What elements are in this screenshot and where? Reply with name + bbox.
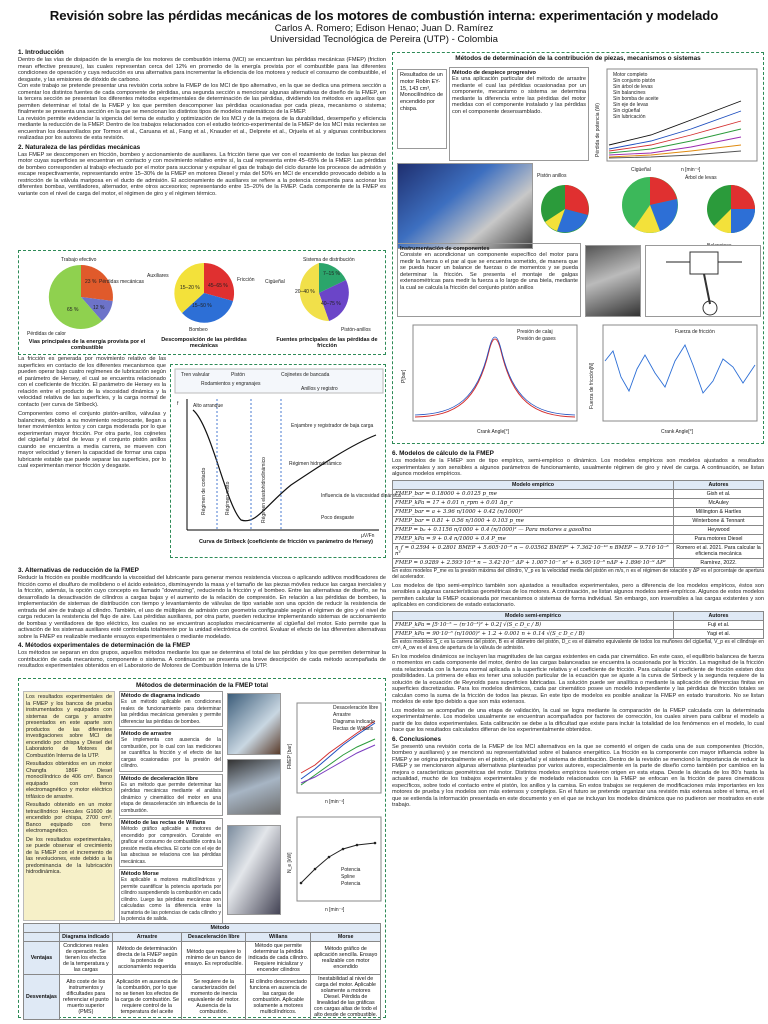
models-section — [392, 448, 764, 1024]
pressure-xlabel: Crank Angle[°] — [477, 429, 510, 435]
stribeck-top-1: Tren valvular — [181, 372, 210, 378]
legend-item: Sin cigüeñal — [613, 108, 641, 114]
model-formula: FMEP_kPa = 17 + 0.01 n_rpm + 0.01 Δp_r — [393, 498, 674, 507]
component-methods-heading: Métodos de determinación de la contribución de piezas, mecanismos o sistemas — [455, 55, 701, 62]
col-morse: Morse — [311, 933, 381, 942]
fmep-vs-speed-chart — [285, 699, 383, 809]
results-sidebar — [23, 691, 115, 921]
stribeck-regime-4: Régimen hidrodinámico — [289, 461, 342, 467]
power-chart-ylabel: N_e [kW] — [287, 852, 293, 873]
stribeck-regime-3: Régimen elastohidrodinámico — [261, 457, 267, 523]
cell: Alto coste de los instrumentos y dificultades para referenciar el punto muerto superior (PMS) — [59, 975, 112, 1020]
total-fmep-methods-box — [18, 678, 386, 1018]
legend-4: Rectas de Willans — [333, 726, 374, 732]
method-c-title: Método de deceleración libre — [121, 775, 199, 782]
stribeck-top-4: Rodamientos y engranajes — [201, 381, 261, 387]
pie3-label-3: Pistón-anillos — [341, 327, 371, 333]
cylinder-pressure-chart — [397, 321, 581, 439]
validation-paragraph: Los modelos se acompañan de una etapa de validación, la cual se logra mediante la comparación de la FMEP calculada con la determinada experimentalmente. Los modelos usualmente se encuentran acompañados por factores de corrección, los cuales sirven para calibrar el modelo a partir de los datos experimentales. Esta calibración se debe a la dificultad que existe para incluir la totalidad de los fenómenos en el modelo, lo cual hace que los resultados calculados difieran de los experimentalmente obtenidos. — [392, 707, 764, 733]
method-d-title: Método de las rectas de Willans — [121, 820, 206, 826]
engine-teardown-photo — [397, 163, 533, 249]
section-6-heading: 6. Modelos de cálculo de la FMEP — [392, 450, 494, 457]
col-motoring: Arrastre — [112, 933, 182, 942]
conrod-diagram — [645, 245, 761, 317]
section-3-4 — [18, 565, 386, 675]
component-methods-box — [392, 52, 764, 444]
pie2-caption: Descomposición de las pérdidas mecánicas — [161, 337, 247, 350]
col-indicated: Diagrama indicado — [59, 933, 112, 942]
th-authors: Autores — [674, 480, 764, 489]
col-deceleration: Desaceleración libre — [182, 933, 246, 942]
cell: El cilindro desconectado funciona en ausencia de las cargas de combustión. Aplicable solamente a motores multicilíndricos. — [246, 975, 311, 1020]
stribeck-top-2: Pistón — [231, 372, 245, 378]
results-text-3: Resultado obtenido en un motor tetracilíndrico Hercules G1600 de encendido por chispa, 2700 cm³. Banco equipado con freno electromagnético. — [26, 802, 112, 834]
instrumentation-box — [397, 243, 581, 317]
stribeck-caption: Curva de Stribeck (coeficiente de fricción vs parámetro de Hersey) — [199, 539, 373, 545]
power-loss-ylabel: Pérdida de potencia (W) — [595, 103, 601, 157]
model-author: Gish et al. — [674, 489, 764, 498]
pie3-value-1: 7–15 % — [323, 271, 340, 277]
cell: Condiciones reales de operación. Se tienen los efectos de la temperatura y las cargas — [59, 942, 112, 975]
method-b-text: Se implementa con ausencia de la combustión, por lo cual con las mediciones se cuantifica la fricción y el efecto de las cargas ocasionadas por la presión del cilindro. — [121, 737, 221, 769]
dynamic-models-paragraph: En los modelos dinámicos se incluyen las magnitudes de las cargas existentes en cada par cinemático. En este caso, el equilibrio balancea de fuerza o momentos en cada componente del motor, dentro de las cargas balanceadas se encuentra la ocasionada por la fricción. La magnitud de la fricción esta relacionada con la fuerza normal aplicada a la superficie relativa y el coeficiente de fricción. Para calcular el coeficiente de fricción existen dos posibilidades. La primera de ellas es tener una solución particular de la ecuación que se ajuste a la curva de Stribeck y la segunda requiere de la solución de la ecuación de Reynolds para superficies lubricadas. La solución puede ser analítica o mediante la aplicación de diferencias finitas en superficies discretizadas. Para los modelos dinámicos, cada par cinemático posee un modelo independiente y las pérdidas de fricción totales se calculan como la suma de la fricción de todos las piezas. En este tipo de modelos es posible analizar la FMEP en estado transitorio. No se listan modelos de este tipo debido a que son más extensos. — [392, 653, 764, 705]
power-chart-xlabel: n [min⁻¹] — [325, 907, 345, 913]
conrod-photo — [585, 245, 641, 317]
stribeck-svg — [171, 365, 401, 559]
legend-2: Arrastre — [333, 712, 351, 718]
progressive-teardown-title: Método de despiece progresivo — [452, 70, 536, 76]
row-advantages: Ventajas — [24, 942, 60, 975]
pressure-ylabel: P[bar] — [401, 369, 407, 383]
model-formula: η_f = 0.2594 + 0.2801 BMEP + 5.605·10⁻⁶ n − 0.03562 BMEP² + 7.362·10⁻¹⁰ n BMEP − 9.716·10⁻⁸ n² — [393, 543, 674, 558]
model-author: Romero et al. 2021. Para calcular la eficiencia mecánica — [674, 543, 764, 558]
pie1-caption: Vías principales de la energía provista por el combustible — [28, 339, 146, 352]
legend-power-3: Potencia — [341, 881, 361, 887]
section-intro — [18, 47, 386, 254]
pie2-value-2: 45–65 % — [208, 283, 228, 289]
semi-empirical-table — [392, 611, 764, 639]
pie1-label-1: Trabajo efectivo — [61, 257, 97, 263]
cell: Método gráfico de aplicación sencilla. Ensayo realizable con motor encendido — [311, 942, 381, 975]
methods-comparison-table — [23, 923, 381, 1020]
alternatives-paragraph: Reducir la fricción es posible modificando la viscosidad del lubricante para generar menos resistencia viscosa o aplicando aditivos modificadores de fricción como el disulfuro de molibdeno o el ácido esteárico, disminuyendo la masa y el tamaño de las piezas móviles reduce las cargas inerciales y la fricción, además, la opción cuyo concepto es llamado “downsizing”, reduciendo la fricción y el bombeo. Entre las alternativas de diseño, se ha desarrollado la desactivación de cilindros a cargas bajas y el aumento de la relación de compresión. En relación a las pérdidas de bombeo, la implementación de sistemas de distribución con tiempo y levantamiento de válvulas de tipo variable son una opción de reducir la resistencia de entrada del aire de trabajo al cilindro. También, el uso de múltiples de admisión con geometría configurable según el régimen de giro y el nivel de carga reducen la resistencia del flujo de aire. Las pérdidas auxiliares, por otra parte, pueden reducirse implementando sistemas de accionamiento de bombas y ventiladores de tipo eléctrico, los cuales no se encuentran acoplados mecánicamente al cigüeñal del motor. Esto permite que la activación de los sistemas auxiliares esté controlada totalmente por la unidad electrónica de control. Evaluar el efecto de las diferentes alternativas sobre la FMEP es realizable mediante ensayos experimentales o mediante modelado. — [18, 575, 386, 640]
cell: Método que requiere lo mínimo de un banco de ensayo. Es reproducible. — [182, 942, 246, 975]
stribeck-note-1: Alto arranque — [193, 403, 224, 409]
poster-institution: Universidad Tecnológica de Pereira (UTP) - Colombia — [269, 34, 499, 45]
poster-authors: Carlos A. Romero; Edison Henao; Juan D. Ramírez — [274, 23, 494, 34]
stribeck-xlabel: μV/Fn — [361, 533, 375, 539]
col-willans: Willans — [246, 933, 311, 942]
method-a-title: Método de diagrama indicado — [121, 693, 200, 699]
stribeck-regime-2: Régimen mixto — [225, 481, 231, 515]
legend-item: Sin árbol de levas — [613, 84, 653, 90]
power-vs-speed-chart — [285, 813, 383, 917]
model-formula: FMEP_kPa = 9 + 0.4 n/1000 + 0.4 P_me — [393, 534, 674, 543]
stribeck-top-3: Cojinetes de bancada — [281, 372, 330, 378]
pie2-label-3: Bombeo — [189, 327, 208, 333]
conrod-diagram-svg — [646, 246, 762, 318]
model-note: Para motores a gasolina — [525, 526, 592, 533]
results-text-2: Resultados obtenidos en un motor Changfa 186F Diesel monocilíndrico de 406 cm³. Banco equipado con freno electromagnético y motor eléctrico trifásico de arrastre. — [26, 761, 112, 800]
pie-figures-box — [18, 250, 386, 355]
empirical-models-table: Modelo empírico Autores FMEP_bar = 0.18000 + 0.0125 p_me Gish et al. FMEP_kPa = 17 + 0.01 n_rpm + 0.01 Δp_r McAuley FMEP_bar = a + 3.96 n/1000 + 0.42 (n/1000)² Millington & Hartles FMEP_bar = 0.81 + 0.56 n/1000 + 0.103 p_me Winterbone & Tennant FMEP = b₀ + 0.1156 n/1000 + 0.4 (n/1000)² — Para motores a gasolina Heywood FMEP_kPa = 9 + 0.4 n/1000 + 0.4 P_me Para motores Diesel η_f = 0.2594 + 0.2801 BMEP + 5.605·10⁻⁶ n − 0.03562 BMEP² + 7.362·10⁻¹⁰ n BMEP − 9.716·10⁻⁸ n² Romero et al. 2021. Para calcular la eficiencia mecánica FMEP = 0.9289 + 2.593·10⁻⁴ n − 3.42·10⁻⁷ ΔP + 1.007·10⁻⁷ n² + 6.305·10⁻⁸ nΔP + 1.896·10⁻⁹ ΔP² Ramírez, 2022. — [392, 480, 764, 568]
model-author: Ramírez, 2022. — [674, 558, 764, 567]
models-intro: Los modelos de la FMEP son de tipo empírico, semi-empírico o dinámico. Los modelos empíricos son modelos ajustados a resultados experimentales y son sensibles a algunos parámetros de funcionamiento, usualmente régimen de giro y nivel de carga. A continuación, se listan algunos modelos empíricos. — [392, 458, 764, 477]
pie-label: Pistón anillos — [537, 173, 567, 179]
empirical-note: En estos modelos P_me es la presión máxima del cilindro, V_p es la velocidad media del pistón en m/s, n es el régimen de rotación y ΔP es el porcentaje de apertura del acelerador. — [392, 567, 764, 580]
stribeck-regime-1: Régimen de contacto — [201, 467, 207, 515]
power-loss-xlabel: n [min⁻¹] — [681, 167, 701, 173]
legend-item: Sin eje de levas — [613, 102, 649, 108]
pie2-value-1: 15–20 % — [180, 285, 200, 291]
section-4-heading: 4. Métodos experimentales de determinación de la FMEP — [18, 642, 191, 649]
nature-paragraph-1: Las FMEP se descomponen en fricción, bombeo y accionamiento de auxiliares. La fricción tiene que ver con el rozamiento de todas las piezas del motor cuyas superficies se encuentran en contacto y con movimiento relativo entre sí, la cual representa entre 45–65% de la FMEP. Las pérdidas de bombeo corresponden al trabajo efectuado por el motor para succionar y expulsar el gas de trabajo del ciclo durante los procesos de admisión y escape respectivamente, representando entre 15–30% de la FMEP en motores Diesel y más del 50% en MCI de encendido provocado debido a la restricción de la válvula mariposa en el ducto de admisión. El accionamiento de auxiliares se refiere a la potencia consumida para accionar los diferentes bombas, ventiladores, alternador, entre otros accesorios; representando entre 15–20% de la FMEP. Cada componente de la FMEP es variante con el nivel de carga del motor, el régimen de giro y el régimen térmico. — [18, 151, 386, 197]
engine-photo-2 — [227, 759, 281, 815]
friction-paragraph-1: La fricción es generada por movimiento relativo de las superficies en contacto de los diferentes mecanismos que pueden operar bajo cuatro regímenes de lubricación según el parámetro de Hersey, el cual se encuentra relacionado con el coeficiente de fricción. El parámetro de Hersey es la relación entre el producto de la viscosidad dinámica y la velocidad relativa de las superficies, y la carga normal de contacto (ver curva de Stribeck). — [18, 356, 166, 408]
engine-photo-3 — [227, 825, 281, 915]
model-formula: FMEP = b₀ + 0.1156 n/1000 + 0.4 (n/1000)² — [395, 526, 517, 533]
model-author: Fuji et al. — [674, 620, 764, 629]
friction-paragraph-2: Componentes como el conjunto pistón-anillos, válvulas y balancines, debido a su movimiento reciprocante, llegan a tener movimientos lentos y con carga moderada por lo que experimentan mayor fricción. Por otra parte, los cojinetes del cigüeñal y árbol de levas y el conjunto pistón anillos cuando se encuentra a media carrera, se mueven con mayor velocidad y tienen la capacidad de formar una capa lubricante estable que puede separar las superficies, por lo cual experimentan menor fricción y desgaste. — [18, 411, 166, 469]
methods-paragraph: Los métodos se separan en dos grupos, aquellos métodos mediante los que se determina el total de las pérdidas y los que permiten determinar la contribución de cada mecanismo, componente o sistema. A continuación se presenta una breve descripción de cada método acompañada de resultados experimentales obtenidos en el Laboratorio de Motores de Combustión Interna de la UTP. — [18, 650, 386, 669]
th-authors: Autores — [674, 611, 764, 620]
pie1-label-3: Pérdidas de calor — [27, 331, 66, 337]
pie1-value-3: 65 % — [67, 307, 79, 313]
robin-engine-note: Resultados de un motor Robin EY-15, 143 cm³, Monocilíndrico de encendido por chispa. — [397, 69, 447, 149]
cell: Se requiere de la caracterización del momento de inercia equivalente del motor. Ausencia de la combustión. — [182, 975, 246, 1020]
method-c-text: Es un método que permite determinar las pérdidas mecánicas mediante el análisis dinámico y cinemático del motor en una etapa de desaceleración sin influencia de la combustión. — [121, 781, 221, 814]
model-author: Winterbone & Tennant — [674, 516, 764, 525]
model-formula: FMEP = 0.9289 + 2.593·10⁻⁴ n − 3.42·10⁻⁷ ΔP + 1.007·10⁻⁷ n² + 6.305·10⁻⁸ nΔP + 1.896·10⁻⁹ ΔP² — [393, 558, 674, 567]
stribeck-note-2: Enjambre y registrador de baja carga — [291, 423, 374, 429]
legend-item: Motor completo — [613, 72, 648, 78]
instrumentation-text: Consiste en acondicionar un componente específico del motor para medir la fuerza o el par al que se encuentra sometido, de manera que se pueda hacer un balance de fuerzas o de momentos y se pueda determinar la fricción. Se presenta el montaje de galgas extensométricas para medir la fuerza a lo largo de una biela, mediante la cual se calcula la fricción del conjunto pistón anillos — [400, 252, 578, 291]
poster-header — [0, 0, 768, 50]
legend-item: Sin conjunto pistón — [613, 78, 656, 84]
power-loss-chart — [591, 65, 761, 175]
section-2-heading: 2. Naturaleza de las pérdidas mecánicas — [18, 143, 141, 151]
engine-photo-1 — [227, 693, 281, 755]
pie3-caption: Fuentes principales de las pérdidas de fricción — [276, 337, 378, 350]
cell: Método que permite determinar la pérdida indicada de cada cilindro. Requiere inicializar y encender cilindros — [246, 942, 311, 975]
pie3-value-2: 20–40 % — [295, 289, 315, 295]
method-d-text: Método gráfico aplicable a motores de encendido por compresión. Consiste en graficar el consumo de combustible contra la presión media efectiva. El corte con el eje de las abscisas se relaciona con las pérdidas mecánicas. — [121, 826, 221, 865]
stribeck-note-3: Influencia de la viscosidad dinámica — [321, 493, 401, 499]
force-legend: Fuerza de fricción — [675, 329, 715, 335]
model-author: Yagi et al. — [674, 629, 764, 638]
model-author: Millington & Hartles — [674, 507, 764, 516]
pressure-legend-2: Presión de gases — [517, 336, 556, 342]
cell: Aplicación en ausencia de la combustión, por lo que no se tienen los efectos de la carga de combustión. Se requiere control de la temperatura del aceite — [112, 975, 182, 1020]
progressive-teardown-box — [449, 67, 589, 161]
th-model: Modelo empírico — [393, 480, 674, 489]
intro-paragraph-2: Con este trabajo se pretende presentar una revisión corta sobre la FMEP de los MCI de tipo alternativo, en la que se dedica una primera sección a comentar los distintos fuentes de cada componente de pérdidas, una segunda sección a mencionar algunas alternativas de diseño de la FMEP, en la tercera sección se presentan los diferentes métodos experimentales de determinación de las pérdidas, dividiendo los métodos en aquellos que permiten determinar el total de la FMEP y los que permiten descomponer las pérdidas ocasionadas por cada pieza, mecanismo o sistema; finalmente se presenta una sección en la que se mencionan los distintos tipos de modelos matemáticos de la FMEP. — [18, 83, 386, 115]
legend-3: Diagrama indicado — [333, 719, 375, 725]
cell: Inestabilidad al nivel de carga del motor. Aplicable solamente a motores Diesel. Pérdida de linealidad de las gráficas con cargas altas de todo el alto desde de combustible. — [311, 975, 381, 1020]
pie-label: Árbol de levas — [685, 175, 717, 181]
cell: Método de determinación directa de la FMEP según la potencia de accionamiento requerida — [112, 942, 182, 975]
conclusions-heading: 6. Conclusiones — [392, 735, 442, 743]
pie1-label-2: Pérdidas mecánicas — [99, 279, 145, 285]
legend-power-1: Potencia — [341, 867, 361, 873]
conclusions-paragraph: Se presentó una revisión corta de la FMEP de los MCI alternativos en la que se comentó el origen de cada una de sus componentes (fricción, bombeo y auxiliares) y se mencionó su representatividad sobre el balance energético. La fricción es la componente con mayor influencia sobre la FMEP y se origina principalmente en el pistón, el cigüeñal y el sistema de distribución. Dentro de la revisión se mencionó la importancia de reducir la FMEP y se mencionaron algunas alternativas planteadas por varios autores, especialmente en la parte de diseño como también por cambios en la mejora o características geométricas del motor. Distintos modelos empíricos tuvieron origen en esta etapa. Desde la década de los 80’s hasta la actualidad, mucho de los trabajos experimentales y de modelado relacionados con la FMEP se enfocan en la fricción de pares cinemáticos específicos, sobre todo el contacto entre el pistón, los anillos y la camisa. En estos trabajos se requieren de modificaciones más importantes en los motores de prueba y los modelos son más extensos y complejos. En el futuro se pretende organizar una revisión más extensa sobre el tema, en el que se extienda la información presentada en este documento y en el que se incluyan los modelos dinámicos que no pudieron ser mostrados en este trabajo. — [392, 743, 764, 808]
results-text-1: Los resultados experimentales de la FMEP y los bancos de prueba instrumentados y equipados con sistemas de carga y arrastre presentados en este aparte son productos de las diferentes investigaciones sobre MCI de encendido por chispa y Diesel del Laboratorio de Motores de Combustión Interna de la UTP. — [26, 694, 112, 759]
pie-label: Cigüeñal — [631, 167, 651, 173]
method-e-title: Método Morse — [121, 871, 159, 877]
model-author: Para motores Diesel — [674, 534, 764, 543]
pie3-value-3: 40–75 % — [321, 301, 341, 307]
model-formula: FMEP_bar = 0.18000 + 0.0125 p_me — [393, 489, 674, 498]
stribeck-top-5: Anillos y registro — [301, 386, 338, 392]
row-disadvantages: Desventajas — [24, 975, 60, 1020]
stribeck-note-4: Poco desgaste — [321, 515, 355, 521]
force-xlabel: Crank Angle[°] — [661, 429, 694, 435]
pie1-value-2: 12 % — [93, 305, 105, 311]
method-e-text: Es aplicable a motores multicilíndricos y permite cuantificar la potencia aportada por cilindro suspendiendo la combustión en cada cilindro. Luego las pérdidas mecánicas son calculadas como la diferencia entre la sumatoria de las potencias de cada cilindro y la potencia de salida. — [121, 877, 221, 922]
stribeck-ylabel: f — [177, 401, 179, 407]
friction-force-chart — [585, 321, 761, 439]
intro-paragraph-3: La revisión permite evidenciar la vigencia del tema de estudio y optimización de los MCI y de la mejora de la durabilidad, desempeño y eficiencia mediante la reducción de la FMEP. Dentro de los trabajos relacionados con el estudio teórico-experimental de la FMEP de los MCI más recientes se encuentran los desarrollados por Tormos et al., Caruana et al., Fang et al., Knauder et al., Delprete et al., Orjuela et al. y algunas contribuciones realizadas por los autores de esta revisión. — [18, 115, 386, 141]
method-a-text: Es un método aplicable en condiciones reales de funcionamiento para determinar las pérdidas mecánicas generales y permite diferenciar las pérdidas de bombeo. — [121, 699, 221, 725]
pressure-legend-1: Presión de calaj — [517, 329, 553, 335]
poster-title: Revisión sobre las pérdidas mecánicas de los motores de combustión interna: experimentación y modelado — [49, 8, 719, 23]
pie3-label-2: Cigüeñal — [265, 279, 285, 285]
fmep-chart-ylabel: FMEP [bar] — [287, 743, 293, 769]
semi-empirical-paragraph: Los modelos de tipo semi-empírico también son ajustados a resultados experimentales, pero a diferencia de los modelos empíricos, éstos son sensibles a algunas características geométricas de los motores. A continuación, se listan algunos modelos semi-empíricos. Algunos de estos modelos permiten calcular la FMEP ocasionada por mecanismos o sistemas de forma individual. Sin embargo, son insensibles a las cargas existentes y son aplicables en condiciones de estado estacionario. — [392, 582, 764, 608]
pie2-label-2: Fricción — [237, 277, 255, 283]
model-author: Heywood — [674, 525, 764, 534]
table-caption: Método — [59, 924, 380, 933]
model-formula: FMEP_bar = 0.81 + 0.56 n/1000 + 0.103 p_me — [393, 516, 674, 525]
method-descriptions — [119, 691, 223, 922]
legend-item: Sin bomba de aceite — [613, 96, 659, 102]
th-model: Modelo semi-empírico — [393, 611, 674, 620]
model-formula: FMEP_kPa = 90·10⁻⁶ (n/1000)² + 1.2 + 0.001 n + 0.14 √(S_c D_c / B) — [393, 629, 674, 638]
section-1-heading: 1. Introducción — [18, 49, 64, 56]
instrumentation-title: Instrumentación de componentes — [400, 246, 490, 252]
stribeck-figure — [170, 364, 401, 558]
model-formula: FMEP_bar = a + 3.96 n/1000 + 0.42 (n/1000)² — [393, 507, 674, 516]
legend-item: Sin lubricación — [613, 114, 646, 120]
legend-1: Desaceleración libre — [333, 705, 379, 711]
pie1-value-1: 23 % — [85, 279, 97, 285]
pie2-label-1: Auxiliares — [147, 273, 169, 279]
pie3-label-1: Sistema de distribución — [303, 257, 355, 263]
pie-figures — [19, 251, 387, 356]
component-loss-pies — [535, 165, 761, 255]
total-fmep-heading: Métodos de determinación de la FMEP total — [136, 682, 268, 689]
legend-power-2: Spline — [341, 874, 355, 880]
method-b-title: Método de arrastre — [121, 731, 172, 737]
model-author: McAuley — [674, 498, 764, 507]
fmep-chart-xlabel: n [min⁻¹] — [325, 799, 345, 805]
force-ylabel: Fuerza de fricción[N] — [589, 362, 595, 409]
friction-text — [18, 356, 166, 564]
model-formula: FMEP_kPa = [5·10⁻⁵ − (n·10⁻³)² + 0.2] √(S_c D_c / B) — [393, 620, 674, 629]
intro-paragraph-1: Dentro de las vías de disipación de la energía de los motores de combustión interna (MCI) se encuentran las pérdidas mecánicas (FMEP) (friction mean effective pressure), las cuales representan cerca del 12% en promedio de la energía provista por el combustible para las diferentes condiciones de operación y cuya reducción es una alternativa para incrementar la eficiencia de los motores y reducir el consumo de combustible, el desgaste, y las emisiones de dióxido de carbono. — [18, 57, 386, 83]
semi-empirical-note: En estos modelos S_c es la carrera del pistón, B es el diámetro del pistón, D_c es el diámetro equivalente de todos los muñones del cigüeñal, V_p es el cilindraje en cm³, A_ow es el área de apertura de la válvula de admisión. — [392, 638, 764, 651]
pie2-value-3: 15–50 % — [192, 303, 212, 309]
legend-item: Sin balancines — [613, 90, 646, 96]
section-3-heading: 3. Alternativas de reducción de la FMEP — [18, 567, 139, 574]
progressive-teardown-text: Es una aplicación particular del método de arrastre mediante el cual las pérdidas ocasionadas por un componente, mecanismo o sistema se determina mediante la diferencia entre las pérdidas del motor medidas con el componente instalado y las pérdidas con el componente desensamblado. — [452, 76, 586, 115]
results-text-4: De los resultados experimentales, se puede observar el crecimiento de la FMEP con el incremento de las revoluciones, este debido a la predominancia de la lubricación hidrodinámica. — [26, 836, 112, 875]
